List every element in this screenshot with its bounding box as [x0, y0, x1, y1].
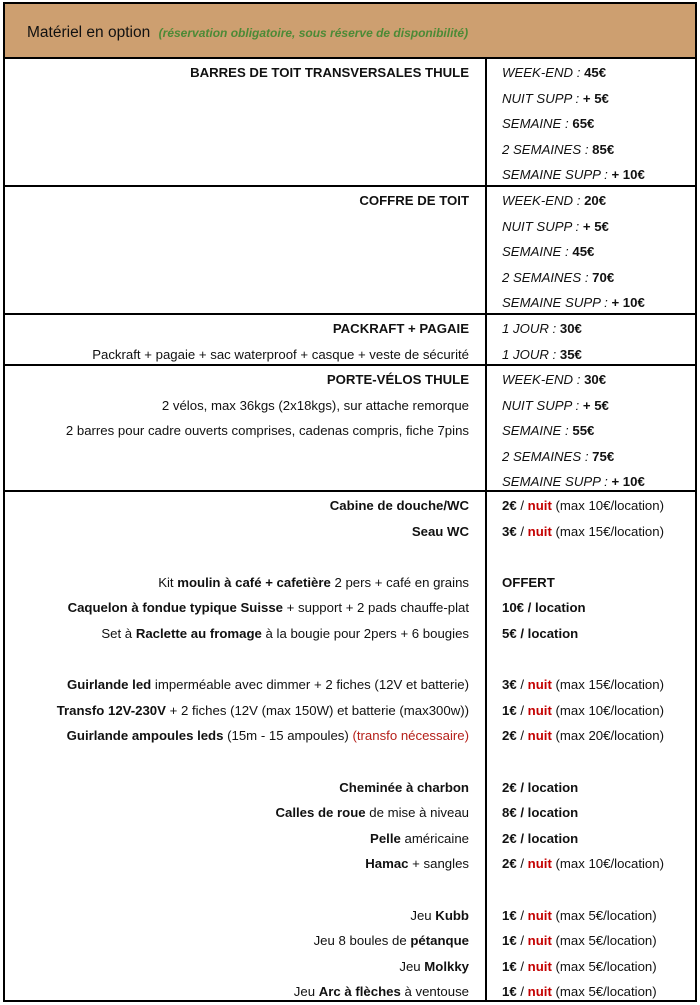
text-run: (max 5€/location) [551, 933, 657, 949]
item-price [502, 295, 645, 311]
text-run: 2€ [502, 498, 517, 513]
text-run: COFFRE DE TOIT [359, 193, 469, 208]
item-price [502, 167, 645, 183]
text-run: 20€ [584, 193, 607, 208]
item-description [67, 728, 469, 744]
text-run: 2€ [502, 728, 517, 744]
text-run: NUIT SUPP : [502, 90, 583, 106]
text-run: Hamac [365, 856, 409, 872]
section-divider [5, 313, 695, 315]
text-run: Cabine de douche/WC [329, 498, 469, 513]
text-run: nuit [527, 933, 552, 949]
item-description [314, 933, 469, 949]
item-description [339, 780, 469, 796]
text-run: / [516, 958, 528, 974]
text-run: / [516, 984, 528, 1000]
item-price [502, 91, 609, 107]
text-run: SEMAINE : [502, 423, 573, 438]
text-run: (max 20€/location) [551, 728, 664, 744]
text-run: 1 JOUR : [502, 347, 560, 362]
text-run: SEMAINE : [502, 244, 573, 259]
item-description [68, 600, 469, 616]
text-run: 2€ / location [502, 779, 579, 795]
text-run: 35€ [559, 347, 582, 362]
item-price [502, 677, 664, 693]
text-run: BARRES DE TOIT TRANSVERSALES THULE [190, 65, 469, 80]
item-description [190, 65, 469, 81]
text-run: (max 10€/location) [551, 702, 664, 718]
text-run: 5€ / location [502, 626, 579, 641]
item-description [359, 193, 469, 209]
item-price [502, 959, 657, 975]
item-price [502, 856, 664, 872]
text-run: / [516, 728, 528, 744]
text-run: Cheminée à charbon [339, 779, 469, 795]
text-run: nuit [527, 498, 552, 513]
text-run: nuit [527, 702, 552, 718]
text-run: 2€ [502, 856, 517, 872]
page-title: Matériel en option [27, 24, 151, 41]
section-divider [5, 185, 695, 187]
text-run: nuit [527, 907, 552, 923]
text-run: nuit [527, 856, 552, 872]
item-description [57, 703, 469, 719]
text-run: 1€ [502, 958, 517, 974]
text-run: / [516, 856, 528, 872]
item-price [502, 398, 609, 414]
text-run: 8€ / location [502, 805, 579, 821]
text-run: (max 15€/location) [551, 677, 664, 693]
text-run: / [516, 702, 528, 718]
text-run: Arc à flèches [318, 984, 401, 1000]
item-price [502, 219, 609, 235]
item-price [502, 449, 614, 465]
text-run: Molkky [424, 958, 469, 974]
item-price [502, 347, 582, 363]
text-run: + 2 fiches (12V (max 150W) et batterie (max300w)) [165, 702, 469, 718]
text-run: Guirlande ampoules leds [66, 728, 224, 744]
text-run: Seau WC [411, 523, 469, 539]
item-price [502, 142, 614, 158]
text-run: + sangles [408, 856, 469, 872]
item-price [502, 626, 578, 642]
text-run: 1 JOUR : [502, 321, 560, 336]
item-description [66, 423, 469, 439]
item-price [502, 575, 555, 591]
options-price-sheet [3, 2, 697, 1002]
text-run: Jeu 8 boules de [313, 933, 411, 949]
text-run: 1€ [502, 933, 517, 949]
text-run: 2 SEMAINES : [502, 448, 593, 464]
text-run: Raclette au fromage [135, 626, 262, 641]
item-description [67, 677, 469, 693]
text-run: SEMAINE SUPP : [502, 474, 612, 489]
text-run: Calles de roue [275, 805, 366, 821]
item-price [502, 524, 664, 540]
text-run: à ventouse [400, 984, 469, 1000]
text-run: + 5€ [582, 397, 609, 413]
text-run: Jeu [399, 958, 425, 974]
text-run: moulin à café + cafetière [177, 574, 331, 590]
item-price [502, 423, 594, 439]
text-run: + support + 2 pads chauffe-plat [283, 600, 469, 616]
text-run: + 10€ [611, 295, 645, 310]
item-price [502, 805, 578, 821]
text-run: 65€ [572, 116, 595, 131]
text-run: (max 5€/location) [551, 907, 657, 923]
text-run: nuit [527, 728, 552, 744]
text-run: WEEK-END : [502, 372, 585, 387]
item-description [410, 908, 469, 924]
item-price [502, 498, 664, 514]
text-run: Packraft + pagaie + sac waterproof + casque + veste de sécurité [92, 347, 469, 362]
text-run: (max 5€/location) [551, 958, 657, 974]
section-divider [5, 364, 695, 366]
text-run: SEMAINE : [502, 116, 573, 131]
text-run: 55€ [572, 423, 595, 438]
text-run: Jeu [293, 984, 319, 1000]
text-run: NUIT SUPP : [502, 397, 583, 413]
text-run: à la bougie pour 2pers + 6 bougies [261, 626, 469, 641]
text-run: OFFERT [502, 574, 555, 590]
text-run: 30€ [584, 372, 607, 387]
item-description [294, 984, 469, 1000]
item-price [502, 908, 657, 924]
item-description [275, 805, 469, 821]
item-description [399, 959, 469, 975]
item-price [502, 831, 578, 847]
text-run: Jeu [410, 907, 436, 923]
text-run: PACKRAFT + PAGAIE [332, 321, 469, 336]
text-run: 70€ [592, 269, 615, 285]
text-run: SEMAINE SUPP : [502, 295, 612, 310]
item-price [502, 65, 606, 81]
item-price [502, 933, 657, 949]
text-run: 2 SEMAINES : [502, 269, 593, 285]
text-run: 2 vélos, max 36kgs (2x18kgs), sur attache remorque [161, 397, 469, 413]
text-run: 2 pers + café en grains [330, 574, 469, 590]
text-run: / [516, 933, 528, 949]
text-run: 1€ [502, 907, 517, 923]
text-run: 85€ [592, 141, 615, 157]
text-run: nuit [527, 677, 552, 693]
text-run: 2 SEMAINES : [502, 141, 593, 157]
item-description [330, 498, 469, 514]
item-price [502, 474, 645, 490]
text-run: 30€ [559, 321, 582, 336]
text-run: / [516, 677, 528, 693]
item-price [502, 244, 594, 260]
item-price [502, 984, 657, 1000]
text-run: WEEK-END : [502, 193, 585, 208]
text-run: Guirlande led [66, 677, 152, 693]
item-price [502, 600, 586, 616]
text-run: 1€ [502, 702, 517, 718]
item-price [502, 193, 606, 209]
item-description [365, 856, 469, 872]
text-run: Transfo 12V-230V [56, 702, 166, 718]
item-price [502, 372, 606, 388]
text-run: nuit [527, 984, 552, 1000]
text-run: PORTE-VÉLOS THULE [326, 372, 469, 387]
text-run: + 5€ [582, 90, 609, 106]
text-run: de mise à niveau [365, 805, 469, 821]
item-description [162, 398, 469, 414]
item-description [158, 575, 469, 591]
text-run: (max 10€/location) [551, 856, 664, 872]
text-run: nuit [527, 958, 552, 974]
text-run: / [516, 907, 528, 923]
item-price [502, 780, 578, 796]
text-run: 1€ [502, 984, 517, 1000]
text-run: 75€ [592, 448, 615, 464]
section-divider [5, 490, 695, 492]
item-description [92, 347, 469, 363]
text-run: pétanque [410, 933, 469, 949]
title-bar [5, 4, 695, 59]
text-run: 2€ / location [502, 830, 579, 846]
text-run: 2 barres pour cadre ouverts comprises, cadenas compris, fiche 7pins [65, 423, 469, 438]
text-run: Pelle [370, 830, 401, 846]
text-run: / [516, 498, 528, 513]
text-run: nuit [527, 523, 552, 539]
text-run: Kubb [435, 907, 469, 923]
text-run: 3€ [502, 677, 517, 693]
text-run: (max 10€/location) [551, 498, 664, 513]
text-run: 10€ / location [502, 600, 586, 616]
text-run: + 10€ [611, 474, 645, 489]
text-run: WEEK-END : [502, 65, 585, 80]
item-price [502, 116, 594, 132]
column-divider [485, 59, 487, 1002]
text-run: Set à [101, 626, 136, 641]
item-price [502, 270, 614, 286]
item-description [370, 831, 469, 847]
text-run: (15m - 15 ampoules) [223, 728, 353, 744]
text-run: + 5€ [582, 218, 609, 234]
text-run: + 10€ [611, 167, 645, 182]
text-run: 45€ [572, 244, 595, 259]
text-run: / [516, 523, 528, 539]
text-run: NUIT SUPP : [502, 218, 583, 234]
item-description [327, 372, 469, 388]
text-run: SEMAINE SUPP : [502, 167, 612, 182]
text-run: américaine [400, 830, 469, 846]
title-text [27, 24, 468, 42]
item-price [502, 321, 582, 337]
text-run: (max 15€/location) [551, 523, 664, 539]
item-description [101, 626, 469, 642]
text-run: Kit [158, 574, 178, 590]
text-run: (max 5€/location) [551, 984, 657, 1000]
text-run: 3€ [502, 523, 517, 539]
page-subtitle: (réservation obligatoire, sous réserve de disponibilité) [158, 26, 469, 40]
item-price [502, 728, 664, 744]
item-price [502, 703, 664, 719]
text-run: 45€ [584, 65, 607, 80]
item-description [333, 321, 469, 337]
text-run: Caquelon à fondue typique Suisse [67, 600, 284, 616]
item-description [412, 524, 469, 540]
text-run: imperméable avec dimmer + 2 fiches (12V et batterie) [151, 677, 469, 693]
text-run: (transfo nécessaire) [352, 728, 469, 744]
